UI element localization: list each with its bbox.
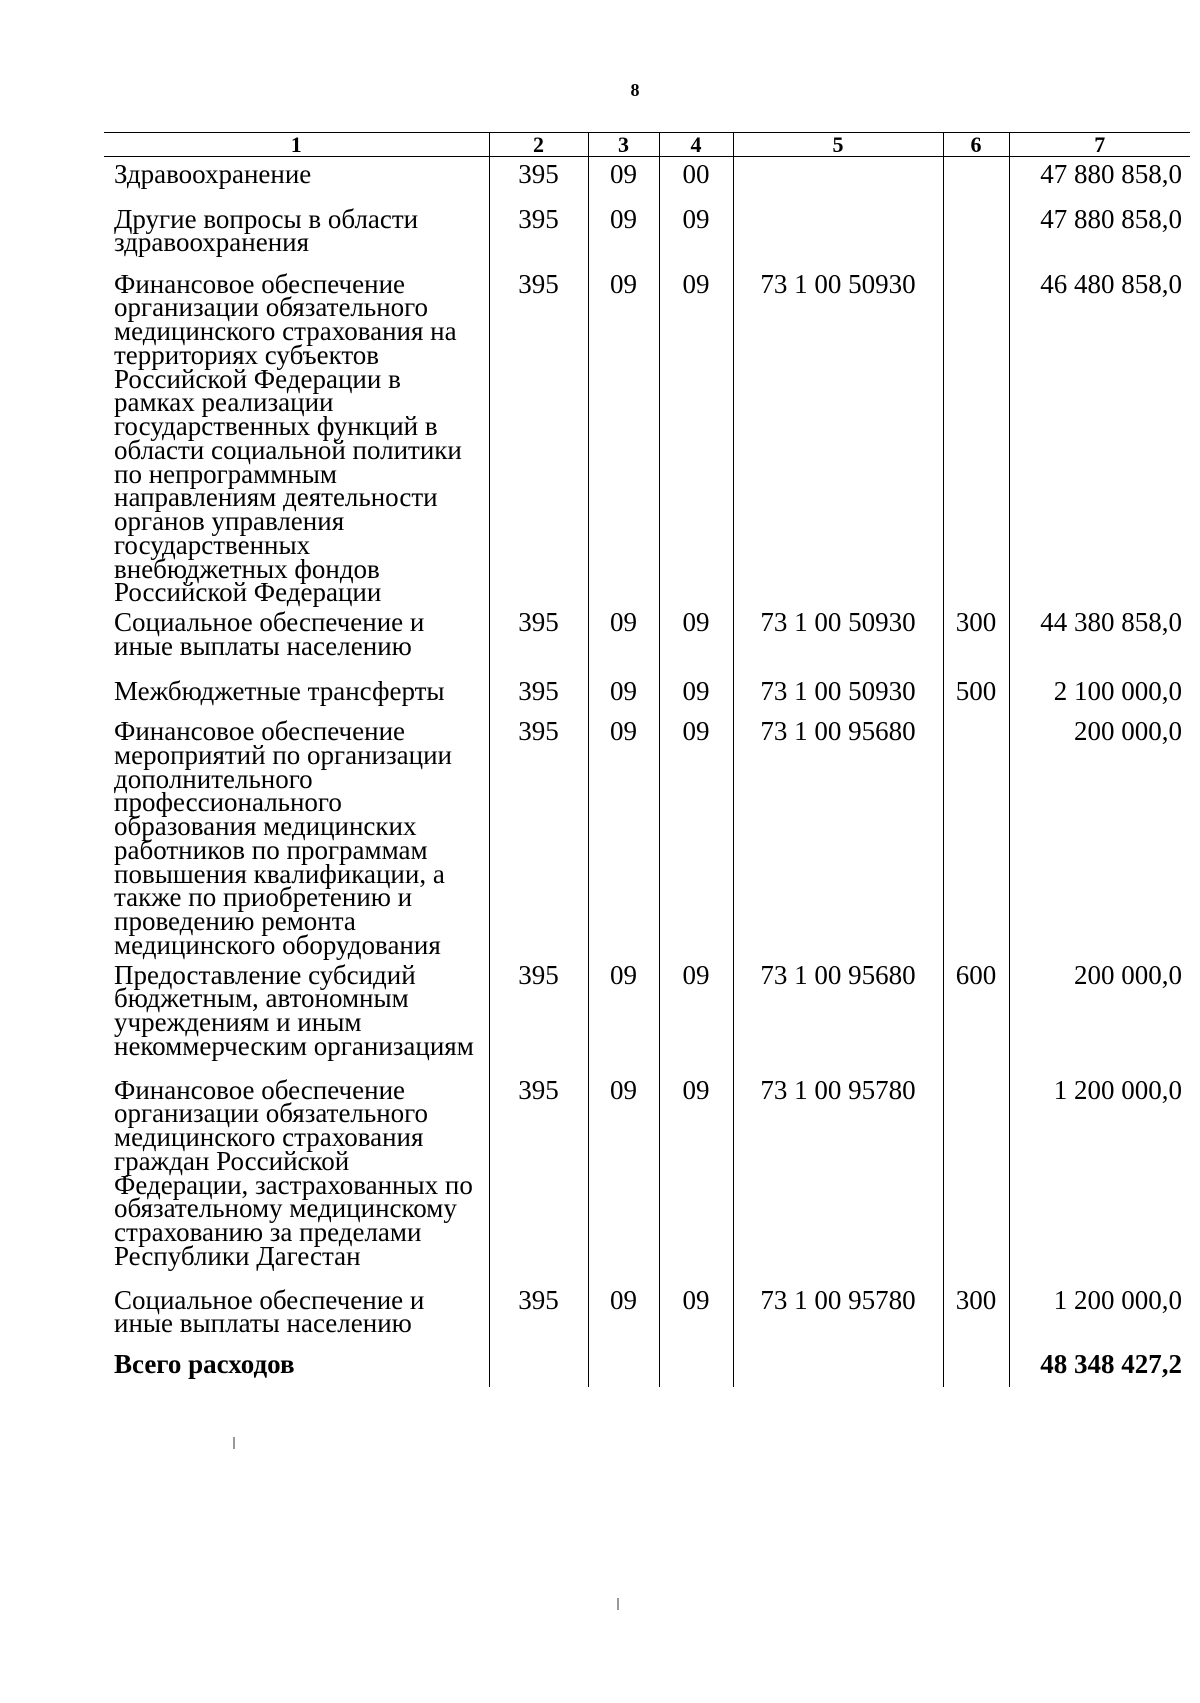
table-row xyxy=(104,1283,1190,1347)
total-empty-cell xyxy=(733,1347,943,1387)
row-ministry-code: 395 xyxy=(489,958,588,1073)
table-row xyxy=(104,674,1190,714)
row-subsection-code: 00 xyxy=(659,157,733,202)
total-label: Всего расходов xyxy=(114,1348,295,1379)
row-expense-type xyxy=(943,157,1009,202)
header-col-2: 2 xyxy=(489,133,588,157)
row-target-item xyxy=(733,202,943,267)
row-section-code: 09 xyxy=(588,714,659,958)
row-amount: 2 100 000,0 xyxy=(1009,674,1190,714)
row-ministry-code: 395 xyxy=(489,605,588,674)
row-target-item: 73 1 00 95780 xyxy=(733,1073,943,1283)
row-subsection-code: 09 xyxy=(659,202,733,267)
row-subsection-code: 09 xyxy=(659,605,733,674)
scan-mark xyxy=(617,1598,619,1610)
total-empty-cell xyxy=(943,1347,1009,1387)
row-target-item: 73 1 00 95780 xyxy=(733,1283,943,1347)
header-col-3: 3 xyxy=(588,133,659,157)
header-col-4: 4 xyxy=(659,133,733,157)
row-target-item: 73 1 00 95680 xyxy=(733,714,943,958)
row-subsection-code: 09 xyxy=(659,1073,733,1283)
row-amount: 46 480 858,0 xyxy=(1009,267,1190,606)
row-ministry-code: 395 xyxy=(489,1283,588,1347)
table-row xyxy=(104,714,1190,958)
row-ministry-code: 395 xyxy=(489,1073,588,1283)
row-name: Здравоохранение xyxy=(114,159,312,189)
table-row xyxy=(104,267,1190,606)
row-name: Другие вопросы в области здравоохранения xyxy=(114,203,419,258)
row-section-code: 09 xyxy=(588,202,659,267)
row-ministry-code: 395 xyxy=(489,267,588,606)
row-target-item: 73 1 00 95680 xyxy=(733,958,943,1073)
budget-table xyxy=(104,132,1190,1387)
table-row xyxy=(104,958,1190,1073)
row-name: Социальное обеспечение и иные выплаты населению xyxy=(114,607,425,661)
row-ministry-code: 395 xyxy=(489,674,588,714)
total-row xyxy=(104,1347,1190,1387)
row-expense-type xyxy=(943,202,1009,267)
row-expense-type: 600 xyxy=(943,958,1009,1073)
row-expense-type: 300 xyxy=(943,605,1009,674)
header-col-6: 6 xyxy=(943,133,1009,157)
row-amount: 200 000,0 xyxy=(1009,958,1190,1073)
row-name: Финансовое обеспечение организации обязательного медицинского страхования на территориях субъектов Российской Федерации в рамках реализации государственных функций в области социальной политики по непрограммным направлениям деятельности органов управления государственных внебюджетных фондов Российской Федерации xyxy=(114,268,462,608)
row-name: Финансовое обеспечение организации обязательного медицинского страхования граждан Российской Федерации, застрахованных по обязательному медицинскому страхованию за пределами Республики Дагестан xyxy=(114,1074,473,1271)
row-amount: 47 880 858,0 xyxy=(1009,157,1190,202)
row-amount: 1 200 000,0 xyxy=(1009,1073,1190,1283)
row-subsection-code: 09 xyxy=(659,714,733,958)
row-section-code: 09 xyxy=(588,157,659,202)
row-expense-type: 300 xyxy=(943,1283,1009,1347)
row-section-code: 09 xyxy=(588,605,659,674)
row-target-item: 73 1 00 50930 xyxy=(733,605,943,674)
table-row xyxy=(104,605,1190,674)
row-subsection-code: 09 xyxy=(659,958,733,1073)
row-ministry-code: 395 xyxy=(489,157,588,202)
row-name: Финансовое обеспечение мероприятий по организации дополнительного профессионального образования медицинских работников по программам повышения квалификации, а также по приобретению и проведению ремонта медицинского оборудования xyxy=(114,716,452,960)
row-section-code: 09 xyxy=(588,958,659,1073)
row-section-code: 09 xyxy=(588,674,659,714)
table-row xyxy=(104,1073,1190,1283)
row-section-code: 09 xyxy=(588,267,659,606)
row-amount: 44 380 858,0 xyxy=(1009,605,1190,674)
table-header-row xyxy=(104,133,1190,157)
row-section-code: 09 xyxy=(588,1073,659,1283)
row-subsection-code: 09 xyxy=(659,1283,733,1347)
total-empty-cell xyxy=(489,1347,588,1387)
row-amount: 200 000,0 xyxy=(1009,714,1190,958)
row-name: Социальное обеспечение и иные выплаты населению xyxy=(114,1284,425,1339)
row-amount: 47 880 858,0 xyxy=(1009,202,1190,267)
row-section-code: 09 xyxy=(588,1283,659,1347)
page-number: 8 xyxy=(630,80,640,100)
row-expense-type xyxy=(943,714,1009,958)
row-target-item: 73 1 00 50930 xyxy=(733,267,943,606)
row-subsection-code: 09 xyxy=(659,267,733,606)
header-col-1: 1 xyxy=(104,133,489,157)
scan-mark xyxy=(233,1437,235,1449)
total-amount: 48 348 427,2 xyxy=(1009,1347,1190,1387)
row-name: Предоставление субсидий бюджетным, автономным учреждениям и иным некоммерческим организациям xyxy=(114,959,474,1061)
row-expense-type xyxy=(943,1073,1009,1283)
row-amount: 1 200 000,0 xyxy=(1009,1283,1190,1347)
header-col-5: 5 xyxy=(733,133,943,157)
header-col-7: 7 xyxy=(1009,133,1190,157)
row-name: Межбюджетные трансферты xyxy=(114,676,445,706)
row-target-item xyxy=(733,157,943,202)
row-ministry-code: 395 xyxy=(489,202,588,267)
table-row xyxy=(104,202,1190,267)
table-row xyxy=(104,157,1190,202)
total-empty-cell xyxy=(659,1347,733,1387)
row-subsection-code: 09 xyxy=(659,674,733,714)
row-expense-type: 500 xyxy=(943,674,1009,714)
total-empty-cell xyxy=(588,1347,659,1387)
row-target-item: 73 1 00 50930 xyxy=(733,674,943,714)
row-ministry-code: 395 xyxy=(489,714,588,958)
row-expense-type xyxy=(943,267,1009,606)
